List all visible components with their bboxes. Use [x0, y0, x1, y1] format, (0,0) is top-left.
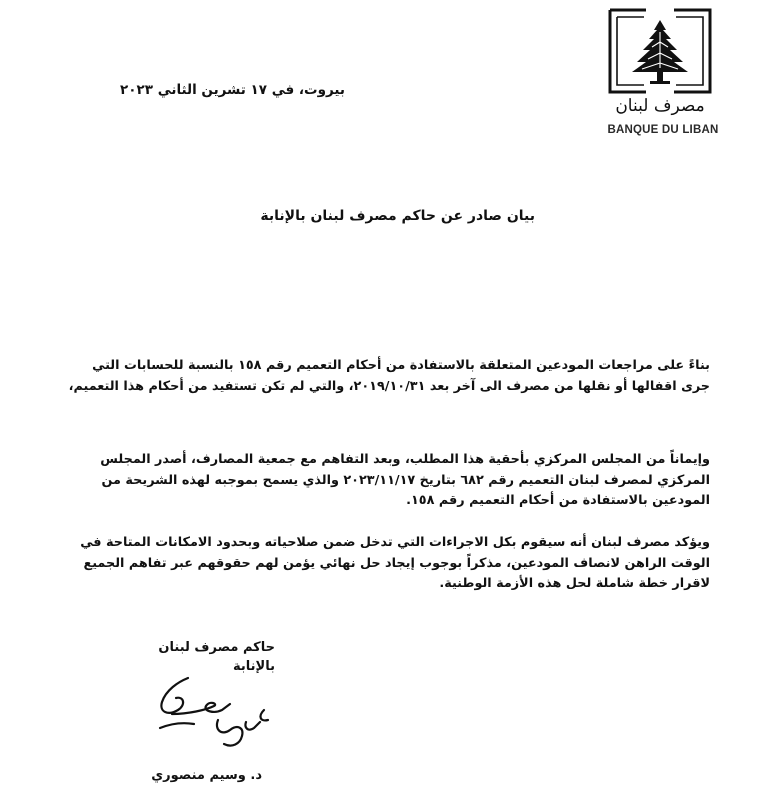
statement-subject: بيان صادر عن حاكم مصرف لبنان بالإنابة: [260, 208, 535, 224]
signatory-title: حاكم مصرف لبنان: [158, 640, 275, 655]
bank-name-arabic: مصرف لبنان: [615, 96, 705, 116]
signatory-role: بالإنابة: [233, 659, 275, 674]
signature-block: [130, 640, 275, 674]
paragraph: ويؤكد مصرف لبنان أنه سيقوم بكل الاجراءات التي تدخل ضمن صلاحياته وبحدود الامكانات المتاحة في الوقت الراهن لانصاف المودعين، مذكراً بوجوب إيجاد حل نهائي يؤمن لهم حقوقهم عبر تفاهم الجميع لاقرار خطة شاملة لحل هذه الأزمة الوطنية.: [80, 535, 710, 591]
handwritten-signature: [148, 670, 283, 760]
cedar-tree-icon: [608, 8, 712, 94]
paragraph: وإيماناً من المجلس المركزي بأحقية هذا المطلب، وبعد التفاهم مع جمعية المصارف، أصدر المجلس المركزي لمصرف لبنان التعميم رقم ٦٨٢ بتاريخ ٢٠٢٣/١١/١٧ والذي يسمح بموجبه لهذه الشريحة من المودعين بالاستفادة من أحكام التعميم رقم ١٥٨.: [100, 452, 710, 508]
signatory-name: د. وسيم منصوري: [151, 768, 262, 783]
dateline: بيروت، في ١٧ تشرين الثاني ٢٠٢٣: [120, 82, 345, 98]
paragraph: بناءً على مراجعات المودعين المتعلقة بالاستفادة من أحكام التعميم رقم ١٥٨ بالنسبة للحسابات التي جرى اقفالها أو نقلها من مصرف الى آخر بعد ٢٠١٩/١٠/٣١، والتي لم تكن تستفيد من أحكام هذا التعميم،: [68, 358, 710, 394]
bank-name-french: BANQUE DU LIBAN: [607, 124, 719, 136]
